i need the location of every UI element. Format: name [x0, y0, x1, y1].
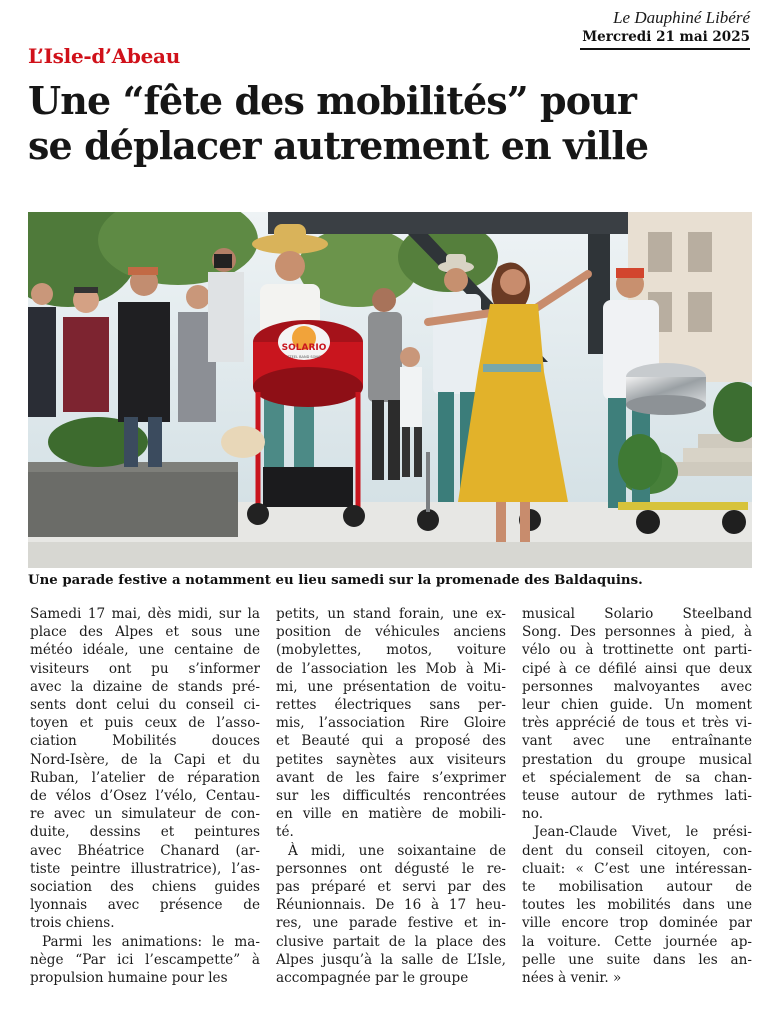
article-line: ciation Mobilités douces — [30, 733, 260, 750]
article-line: Alpes jusqu’à la salle de L’Isle, — [276, 951, 506, 968]
article-body — [30, 605, 752, 987]
article-line: té. — [276, 824, 294, 841]
article-line: météo idéale, une centaine de — [30, 642, 260, 659]
article-line: avant de les faire s’exprimer — [276, 769, 506, 786]
article-line: lyonnais avec présence de — [30, 897, 260, 914]
article-line: no. — [522, 806, 544, 823]
article-line: vant avec une entraînante — [522, 733, 752, 750]
headline-line: se déplacer autrement en ville — [28, 123, 649, 168]
masthead — [580, 8, 750, 50]
article-line: sociation des chiens guides — [30, 879, 260, 896]
article-line: trois chiens. — [30, 915, 115, 932]
article-line: tiste peintre illustratrice), l’as- — [30, 860, 260, 877]
article-line: mis, l’association Rire Gloire — [276, 715, 506, 732]
article-line: cipé à ce défilé ainsi que deux — [522, 660, 752, 677]
article-line: cluait: « C’est une intéressan- — [522, 860, 752, 877]
article-line: en ville en matière de mobili- — [276, 806, 506, 823]
article-line: rettes électriques sans per- — [276, 697, 506, 714]
article-paragraph — [276, 842, 506, 988]
article-line: dent du conseil citoyen, con- — [522, 842, 752, 859]
article-line: Réunionnais. De 16 à 17 heu- — [276, 897, 506, 914]
headline-line: Une “fête des mobilités” pour — [28, 78, 636, 123]
article-line: Jean-Claude Vivet, le prési- — [534, 824, 752, 841]
article-line: nées à venir. » — [522, 970, 622, 987]
article-line: Parmi les animations: le ma- — [42, 933, 260, 950]
article-line: petites saynètes aux visiteurs — [276, 751, 506, 768]
section-kicker: L’Isle-d’Abeau — [28, 44, 180, 68]
article-line: avec Bhéatrice Chanard (ar- — [30, 842, 260, 859]
article-line: pas préparé et servi par des — [276, 879, 506, 896]
drum-logo-subtext: STEEL BAND SONG — [287, 355, 321, 359]
photo-caption: Une parade festive a notamment eu lieu samedi sur la promenade des Baldaquins. — [28, 573, 643, 588]
parade-photo-illustration — [28, 212, 752, 568]
article-line: duite, dessins et peintures — [30, 824, 260, 841]
headline — [28, 78, 748, 168]
article-line: et Beauté qui a proposé des — [276, 733, 506, 750]
article-line: musical Solario Steelband — [522, 606, 752, 622]
article-column — [522, 605, 752, 987]
article-line: la voiture. Cette journée ap- — [522, 933, 752, 950]
article-line: vélo ou à trottinette ont parti- — [522, 642, 752, 659]
article-line: de vélos d’Osez l’vélo, Centau- — [30, 788, 260, 805]
article-line: À midi, une soixantaine de — [288, 842, 506, 859]
article-line: toyen et puis ceux de l’asso- — [30, 715, 260, 732]
article-line: sur les difficultés rencontrées — [276, 788, 506, 805]
article-line: re avec un simulateur de con- — [30, 806, 260, 823]
article-line: de l’association les Mob à Mi- — [276, 660, 506, 677]
article-line: avec la dizaine de stands pré- — [30, 678, 260, 695]
drum-logo-text: SOLARIO — [281, 343, 327, 353]
article-column — [30, 605, 260, 987]
article-line: personnes ont dégusté le re- — [276, 860, 506, 877]
article-column — [276, 605, 506, 987]
article-line: leur chien guide. Un moment — [522, 697, 752, 714]
article-line: te mobilisation autour de — [522, 879, 752, 896]
article-paragraph — [522, 823, 752, 987]
article-line: Nord-Isère, de la Capi et du — [30, 751, 260, 768]
article-line: clusive partait de la place des — [276, 933, 506, 950]
article-line: ville encore trop dominée par — [522, 915, 752, 932]
article-line: et spécialement de sa chan- — [522, 769, 752, 786]
article-paragraph — [276, 605, 506, 842]
article-line: (mobylettes, motos, voiture — [276, 642, 506, 659]
article-line: Samedi 17 mai, dès midi, sur la — [30, 606, 260, 622]
issue-date: Mercredi 21 mai 2025 — [580, 28, 750, 50]
article-line: mi, une présentation de voitu- — [276, 678, 506, 695]
article-line: personnes malvoyantes avec — [522, 678, 752, 695]
article-line: sents dont celui du conseil ci- — [30, 697, 260, 714]
article-paragraph — [30, 605, 260, 933]
article-line: Song. Des personnes à pied, à — [522, 624, 752, 641]
article-photo — [28, 212, 752, 568]
article-line: nège “Par ici l’escampette” à — [30, 951, 260, 968]
article-paragraph — [522, 605, 752, 823]
article-line: position de véhicules anciens — [276, 624, 506, 641]
article-line: Ruban, l’atelier de réparation — [30, 769, 260, 786]
article-line: place des Alpes et sous une — [30, 624, 260, 641]
article-paragraph — [30, 933, 260, 988]
newspaper-name: Le Dauphiné Libéré — [613, 8, 750, 27]
article-line: prestation du groupe musical — [522, 751, 752, 768]
article-line: teuse autour de rythmes lati- — [522, 788, 752, 805]
article-line: petits, un stand forain, une ex- — [276, 606, 506, 622]
article-line: propulsion humaine pour les — [30, 970, 228, 987]
article-line: visiteurs ont pu s’informer — [30, 660, 260, 677]
article-line: toutes les mobilités dans une — [522, 897, 752, 914]
article-line: pelle une suite dans les an- — [522, 951, 752, 968]
article-line: très apprécié de tous et très vi- — [522, 715, 752, 732]
article-line: accompagnée par le groupe — [276, 970, 469, 987]
article-line: res, une parade festive et in- — [276, 915, 506, 932]
